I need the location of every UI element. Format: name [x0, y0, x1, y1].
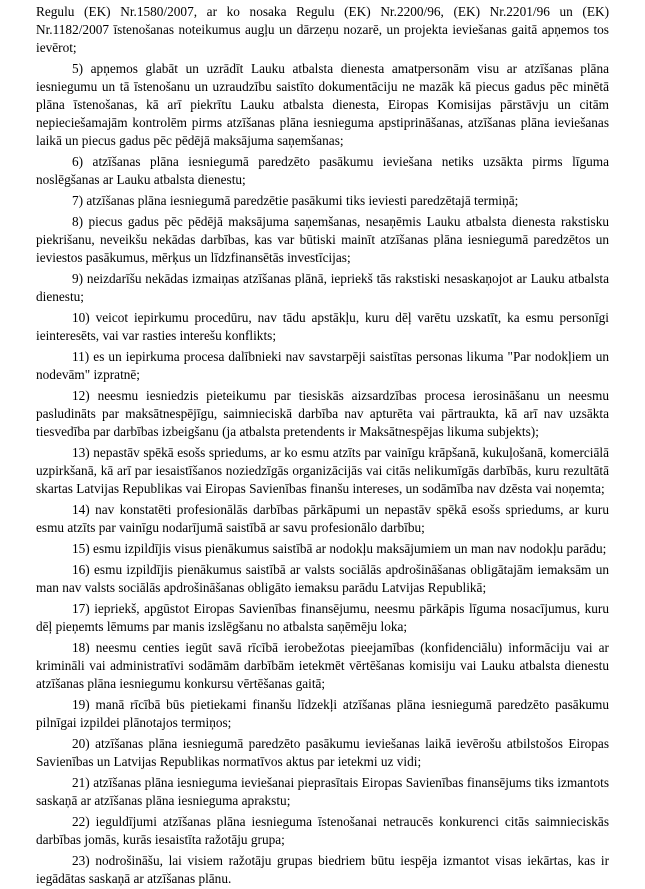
- list-item-6: 6) atzīšanas plāna iesniegumā paredzēto pasākumu ieviešana netiks uzsākta pirms līguma noslēgšanas ar Lauku atbalsta dienestu;: [36, 154, 609, 187]
- list-item-20: 20) atzīšanas plāna iesniegumā paredzēto pasākumu ieviešanas laikā ievērošu atbilstošos Eiropas Savienības un Latvijas Republikas normatīvos aktus par ietekmi uz vidi;: [36, 736, 609, 769]
- list-item-8: 8) piecus gadus pēc pēdējā maksājuma saņemšanas, nesaņēmis Lauku atbalsta dienesta rakstisku piekrišanu, neveikšu nekādas darbības, kas var būtiski mainīt atzīšanas plāna iesniegumā paredzētos un ieviestos pasākumus, mērķus un līdzfinansētās investīcijas;: [36, 214, 609, 265]
- list-item-13: 13) nepastāv spēkā esošs spriedums, ar ko esmu atzīts par vainīgu krāpšanā, kukuļošanā, komerciālā uzpirkšanā, kā arī par iesaistīšanos noziedzīgās organizācijās vai citās nelikumīgās darbībās, kuru rezultātā skartas Latvijas Republikas vai Eiropas Savienības finanšu intereses, un sodāmība nav dzēsta vai noņemta;: [36, 445, 609, 496]
- list-item-15: 15) esmu izpildījis visus pienākumus saistībā ar nodokļu maksājumiem un man nav nodokļu parādu;: [72, 541, 607, 556]
- list-item-10: 10) veicot iepirkumu procedūru, nav tādu apstākļu, kuru dēļ varētu uzskatīt, ka esmu personīgi ieinteresēts, vai var rasties interešu konflikts;: [36, 310, 609, 343]
- list-item-18: 18) neesmu centies iegūt savā rīcībā ierobežotas pieejamības (konfidenciālu) informāciju vai ar krimināli vai administratīvi sodāmām darbībām ietekmēt vērtēšanas komisiju vai Lauku atbalsta dienestu atzīšanas plāna iesniegumu konkursu vērtēšanas gaitā;: [36, 640, 609, 691]
- list-item-7: 7) atzīšanas plāna iesniegumā paredzētie pasākumi tiks ieviesti paredzētajā termiņā;: [72, 193, 519, 208]
- list-item-21: 21) atzīšanas plāna iesnieguma ieviešanai pieprasītais Eiropas Savienības finansējums tiks izmantots saskaņā ar atzīšanas plāna iesnieguma aprakstu;: [36, 775, 609, 808]
- list-item-12: 12) neesmu iesniedzis pieteikumu par tiesiskās aizsardzības procesa ierosināšanu un neesmu pasludināts par maksātnespējīgu, saimnieciskā darbība nav apturēta vai pārtraukta, kā arī nav uzsākta tiesvedība par darbības izbeigšanu (ja atbalsta pretendents ir Maksātnespējas likuma subjekts);: [36, 388, 609, 439]
- list-item-5: 5) apņemos glabāt un uzrādīt Lauku atbalsta dienesta amatpersonām visu ar atzīšanas plāna iesniegumu un tā īstenošanu un uzraudzību saistīto dokumentāciju ne mazāk kā piecus gadus pēc minētā plāna īstenošanas, kā arī piekrītu Lauku atbalsta dienesta, Eiropas Komisijas pārstāvju un citām nepieciešamajām kontrolēm pirms atzīšanas plāna iesnieguma apstiprināšanas, atzīšanas plāna ieviešanas laikā un piecus gadus pēc pēdējā maksājuma saņemšanas;: [36, 61, 609, 148]
- list-item-14: 14) nav konstatēti profesionālās darbības pārkāpumi un nepastāv spēkā esošs spriedums, ar kuru esmu atzīts par vainīgu nodarījumā saistībā ar savu profesionālo darbību;: [36, 502, 609, 535]
- list-item-9: 9) neizdarīšu nekādas izmaiņas atzīšanas plānā, iepriekš tās rakstiski nesaskaņojot ar Lauku atbalsta dienestu;: [36, 271, 609, 304]
- intro-paragraph: Regulu (EK) Nr.1580/2007, ar ko nosaka Regulu (EK) Nr.2200/96, (EK) Nr.2201/96 un (EK) Nr.1182/2007 īstenošanas noteikumus augļu un dārzeņu nozarē, un projekta ieviešanas gaitā apņemos tos ievērot;: [36, 4, 609, 55]
- list-item-16: 16) esmu izpildījis pienākumus saistībā ar valsts sociālās apdrošināšanas obligātajām iemaksām un man nav valsts sociālās apdrošināšanas obligāto iemaksu parādu Latvijas Republikā;: [36, 562, 609, 595]
- list-item-19: 19) manā rīcībā būs pietiekami finanšu līdzekļi atzīšanas plāna iesniegumā paredzēto pasākumu pilnīgai izpildei plānotajos termiņos;: [36, 697, 609, 730]
- list-item-23: 23) nodrošināšu, lai visiem ražotāju grupas biedriem būtu iespēja izmantot visas iekārtas, kas ir iegādātas saskaņā ar atzīšanas plānu.: [36, 853, 609, 886]
- list-item-22: 22) ieguldījumi atzīšanas plāna iesnieguma īstenošanai netraucēs konkurenci citās saimnieciskās darbības jomās, kurās iesaistīta ražotāju grupa;: [36, 814, 609, 847]
- list-item-11: 11) es un iepirkuma procesa dalībnieki nav savstarpēji saistītas personas likuma "Par nodokļiem un nodevām" izpratnē;: [36, 349, 609, 382]
- list-item-17: 17) iepriekš, apgūstot Eiropas Savienības finansējumu, neesmu pārkāpis līguma nosacījumus, kuru dēļ pieņemts lēmums par manis izslēgšanu no atbalsta saņēmēju loka;: [36, 601, 609, 634]
